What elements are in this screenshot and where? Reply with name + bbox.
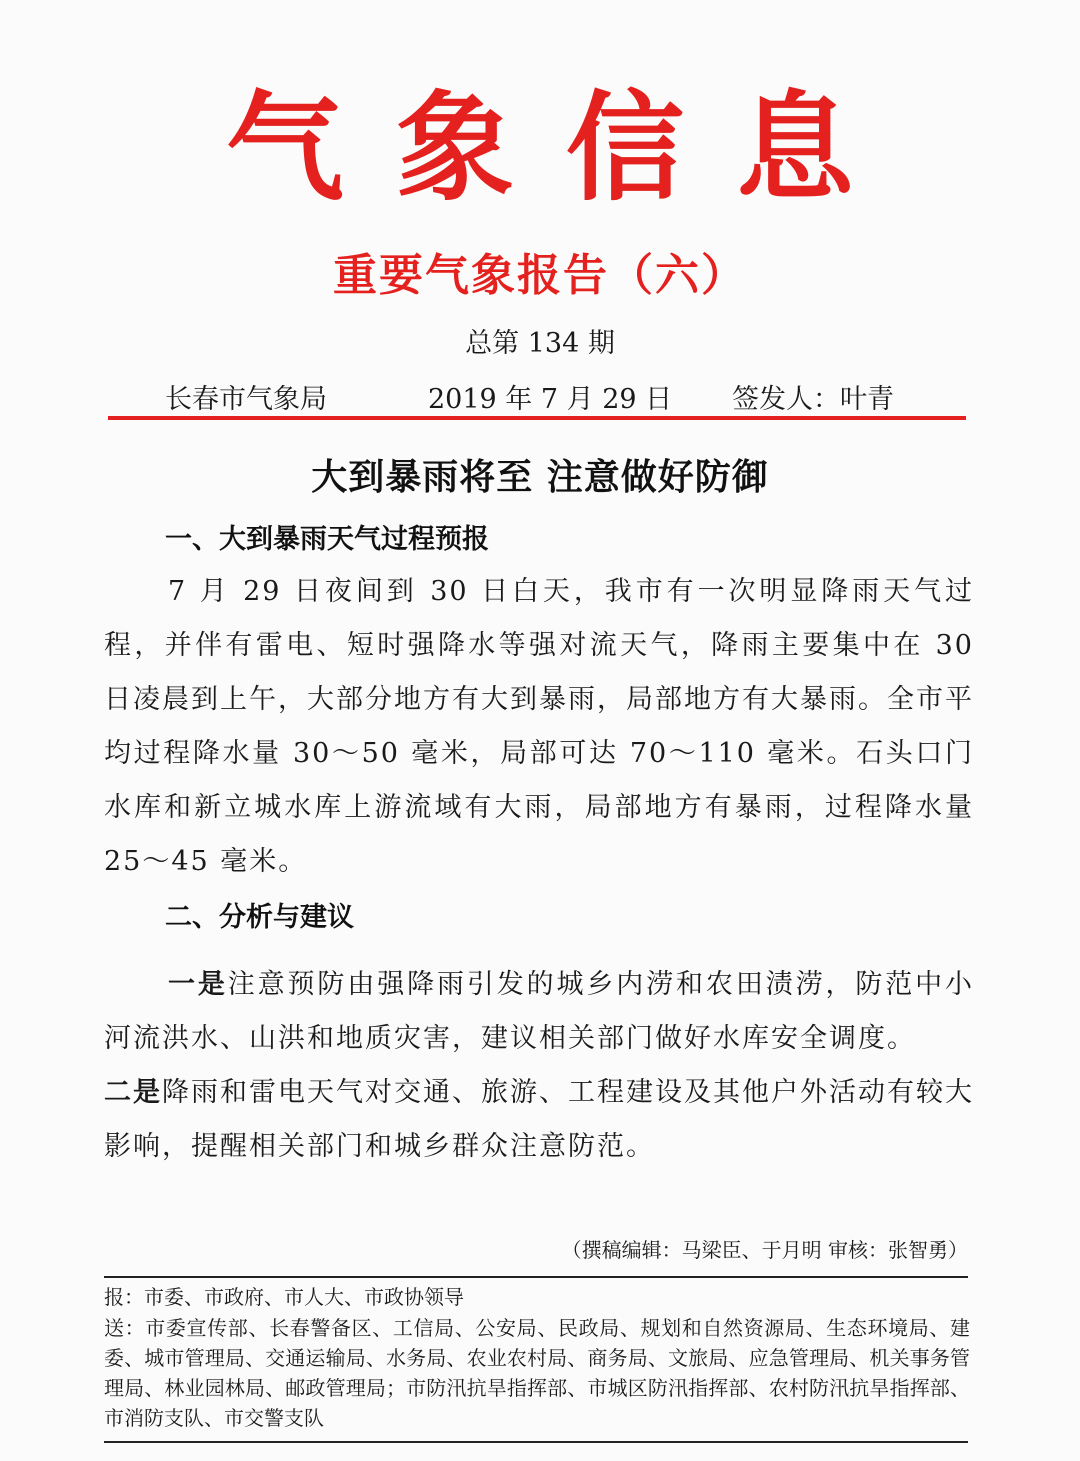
advice-lead-2: 二是 [104,1077,162,1108]
article-headline: 大到暴雨将至 注意做好防御 [311,457,769,498]
advice-text-1: 注意预防由强降雨引发的城乡内涝和农田渍涝，防范中小河流洪水、山洪和地质灾害，建议相关部门做好水库安全调度。 [104,969,975,1054]
advice-paragraph [104,958,974,1174]
signer: 签发人：叶青 [732,384,894,415]
report-subtitle: 重要气象报告（六） [333,250,747,301]
masthead-title: 气象信息 [225,78,906,217]
section-heading-advice: 二、分析与建议 [165,902,354,933]
footer-divider-top [104,1276,968,1278]
section-heading-forecast: 一、大到暴雨天气过程预报 [165,524,489,555]
issuing-office: 长春市气象局 [165,384,327,415]
footer-divider-bottom [104,1441,968,1443]
report-to-line: 报：市委、市政府、市人大、市政协领导 [104,1285,464,1309]
forecast-paragraph: 7 月 29 日夜间到 30 日白天，我市有一次明显降雨天气过程，并伴有雷电、短时强降水等强对流天气，降雨主要集中在 30 日凌晨到上午，大部分地方有大到暴雨，局部地方有大暴雨。全市平均过程降水量 30～50 毫米，局部可达 70～110 毫米。石头口门水库和新立城水库上游流域有大雨，局部地方有暴雨，过程降水量 25～45 毫米。 [104,576,974,877]
advice-text-2: 降雨和雷电天气对交通、旅游、工程建设及其他户外活动有较大影响，提醒相关部门和城乡群众注意防范。 [104,1077,974,1162]
header-divider [108,416,966,420]
issue-date: 2019 年 7 月 29 日 [428,384,673,415]
advice-lead-1: 一是 [168,969,228,1000]
editor-credits: （撰稿编辑：马梁臣、于月明 审核：张智勇） [561,1238,968,1262]
issue-number: 总第 134 期 [465,328,615,359]
send-to-list: 送：市委宣传部、长春警备区、工信局、公安局、民政局、规划和自然资源局、生态环境局、建委、城市管理局、交通运输局、水务局、农业农村局、商务局、文旅局、应急管理局、机关事务管理局、林业园林局、邮政管理局；市防汛抗旱指挥部、市城区防汛指挥部、农村防汛抗旱指挥部、市消防支队、市交警支队 [104,1316,970,1430]
